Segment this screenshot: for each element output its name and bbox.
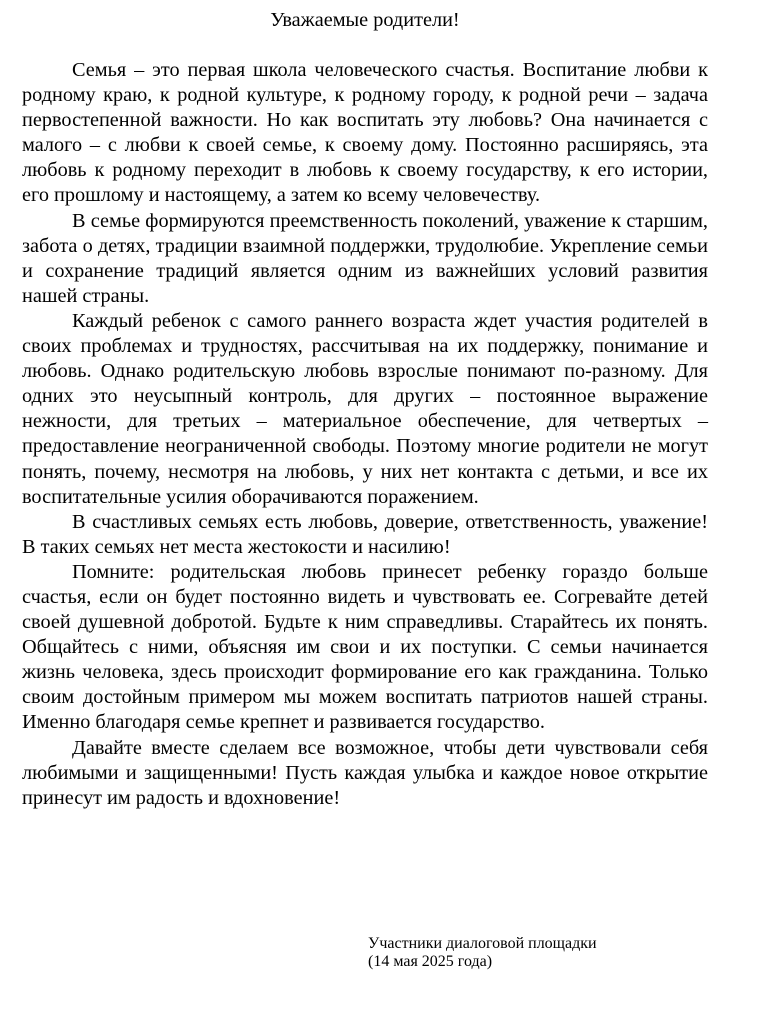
letter-title: Уважаемые родители!: [270, 9, 460, 31]
paragraph-generations: В семье формируются преемственность поколений, уважение к старшим, забота о детях, традиции взаимной поддержки, трудолюбие. Укрепление семьи и сохранение традиций является одним из важнейших условий развития нашей страны.: [22, 209, 708, 307]
signature-authors: Участники диалоговой площадки: [368, 935, 597, 952]
signature-block: [368, 935, 698, 971]
paragraph-parental-love: Каждый ребенок с самого раннего возраста ждет участия родителей в своих проблемах и трудностях, рассчитывая на их поддержку, понимание и любовь. Однако родительскую любовь взрослые понимают по-разному. Для одних это неусыпный контроль, для других – постоянное выражение нежности, для третьих – материальное обеспечение, для четвертых – предоставление неограниченной свободы. Поэтому многие родители не могут понять, почему, несмотря на любовь, у них нет контакта с детьми, и все их воспитательные усилия оборачиваются поражением.: [22, 309, 708, 508]
paragraph-happy-families: В счастливых семьях есть любовь, доверие, ответственность, уважение! В таких семьях нет места жестокости и насилию!: [22, 510, 708, 558]
paragraph-call-to-action: Давайте вместе сделаем все возможное, чтобы дети чувствовали себя любимыми и защищенными! Пусть каждая улыбка и каждое новое открытие принесут им радость и вдохновение!: [22, 736, 708, 809]
signature-date: (14 мая 2025 года): [368, 953, 493, 970]
letter-page: [22, 8, 708, 1008]
paragraph-family-first-school: Семья – это первая школа человеческого счастья. Воспитание любви к родному краю, к родной культуре, к родному городу, к родной речи – задача первостепенной важности. Но как воспитать эту любовь? Она начинается с малого – с любви к своей семье, к своему дому. Постоянно расширяясь, эта любовь к родному переходит в любовь к своему государству, к его истории, его прошлому и настоящему, а затем ко всему человечеству.: [22, 59, 708, 207]
paragraph-remember: Помните: родительская любовь принесет ребенку гораздо больше счастья, если он будет постоянно видеть и чувствовать ее. Согревайте детей своей душевной добротой. Будьте к ним справедливы. Старайтесь их понять. Общайтесь с ними, объясняя им свои и их поступки. С семьи начинается жизнь человека, здесь происходит формирование его как гражданина. Только своим достойным примером мы можем воспитать патриотов нашей страны. Именно благодаря семье крепнет и развивается государство.: [22, 560, 708, 734]
